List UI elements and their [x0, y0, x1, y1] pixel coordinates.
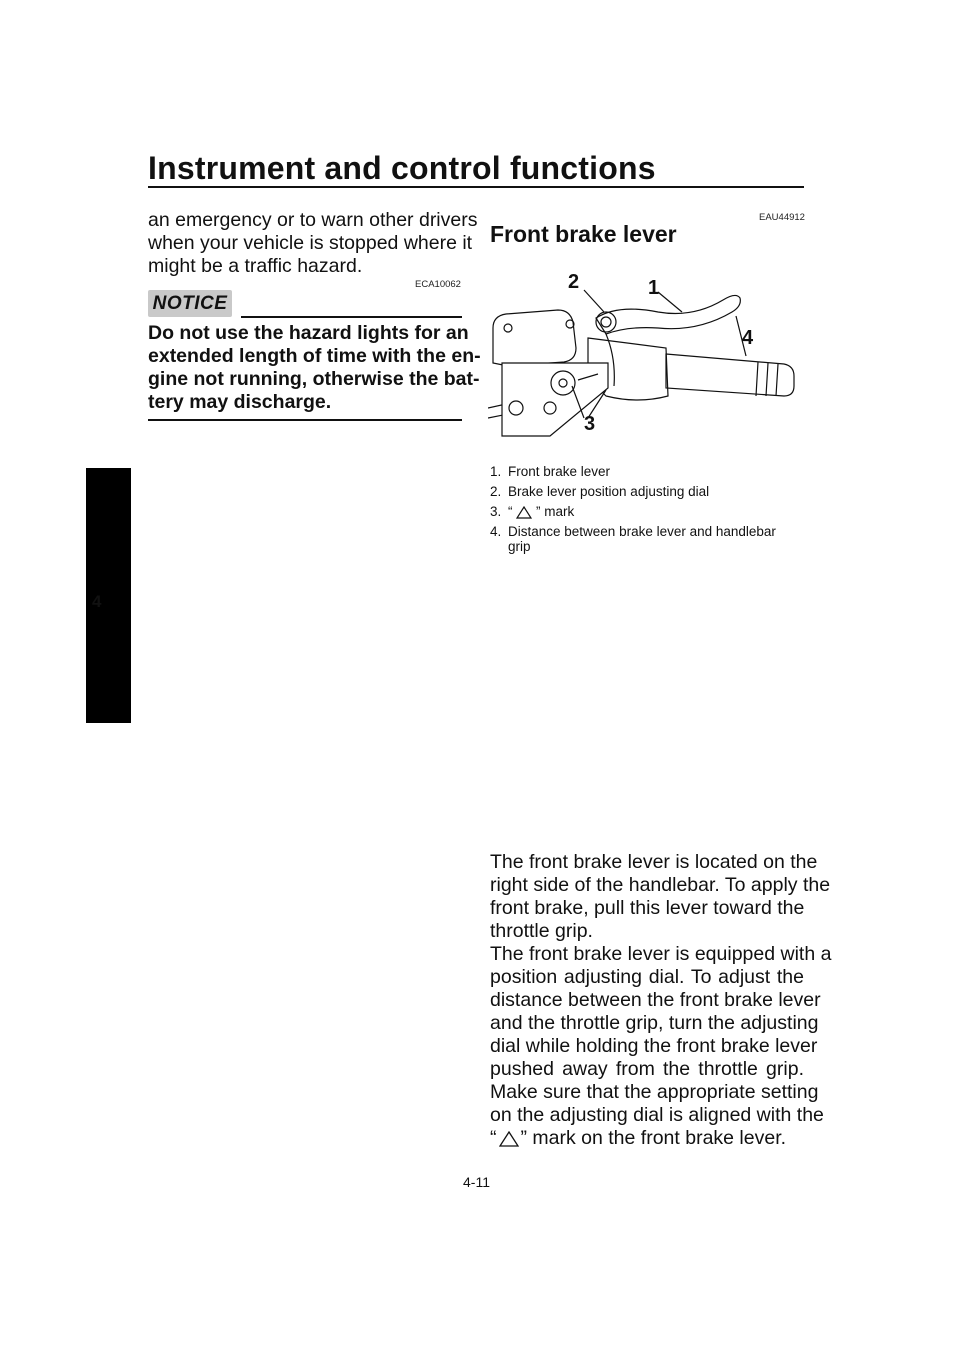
paragraph-line: dial while holding the front brake lever [490, 1035, 818, 1057]
caption-item: 4. Distance between brake lever and handlebar [490, 524, 776, 539]
grip-ridges [756, 362, 778, 396]
paragraph-line: distance between the front brake lever [490, 989, 821, 1011]
paragraph-line: might be a traffic hazard. [148, 255, 363, 277]
callout-4: 4 [742, 327, 754, 349]
reservoir-shape [493, 310, 576, 366]
reservoir-screw [504, 324, 512, 332]
grip-shape [666, 354, 794, 396]
notice-rule-top [241, 316, 462, 318]
notice-badge: NOTICE [148, 290, 232, 317]
page-title: Instrument and control functions [148, 150, 656, 186]
paragraph-line: The front brake lever is equipped with a [490, 943, 832, 965]
callout-3: 3 [584, 413, 596, 435]
notice-line: tery may discharge. [148, 391, 332, 413]
adjusting-dial-center [601, 317, 611, 327]
caption-item: 1. Front brake lever [490, 464, 611, 479]
figure-captions [490, 462, 806, 557]
leader-line-2 [584, 290, 604, 312]
page-number: 4-11 [463, 1174, 490, 1190]
section-heading: Front brake lever [490, 221, 677, 247]
notice-line: gine not running, otherwise the bat- [148, 368, 480, 390]
paragraph-line: on the adjusting dial is aligned with the [490, 1104, 824, 1126]
callout-1: 1 [648, 277, 660, 299]
paragraph-line: position adjusting dial. To adjust the [490, 966, 804, 988]
callout-2: 2 [568, 271, 580, 293]
notice-rule-bottom [148, 419, 462, 421]
hazard-paragraph [148, 209, 478, 278]
leader-line-1 [658, 292, 682, 312]
paragraph-line: and the throttle grip, turn the adjusting [490, 1012, 819, 1034]
caption-item: 3. “ ” mark [490, 504, 575, 519]
brake-paragraph-1-lines [490, 851, 832, 1150]
paragraph-line: throttle grip. [490, 920, 593, 942]
section-code: EAU44912 [759, 212, 805, 223]
notice-line: Do not use the hazard lights for an [148, 322, 469, 344]
triangle-mark-icon [499, 1131, 519, 1147]
chapter-number: 4 [92, 592, 102, 611]
paragraph-line: Make sure that the appropriate setting [490, 1081, 819, 1103]
paragraph-line-with-mark: “ ” mark on the front brake lever. [490, 1127, 787, 1149]
paragraph-line: front brake, pull this lever toward the [490, 897, 805, 919]
notice-text [148, 322, 481, 414]
paragraph-line: when your vehicle is stopped where it [148, 232, 473, 254]
paragraph-line: right side of the handlebar. To apply the [490, 874, 831, 896]
title-rule [148, 186, 804, 188]
triangle-mark-icon [516, 506, 532, 519]
notice-code: ECA10062 [415, 279, 461, 290]
notice-line: extended length of time with the en- [148, 345, 481, 367]
caption-item: 2. Brake lever position adjusting dial [490, 484, 710, 499]
caption-continuation: grip [508, 539, 531, 554]
paragraph-line: pushed away from the throttle grip. [490, 1058, 804, 1080]
paragraph-line: The front brake lever is located on the [490, 851, 818, 873]
brake-lever-figure [488, 268, 804, 443]
paragraph-line: an emergency or to warn other drivers [148, 209, 478, 231]
